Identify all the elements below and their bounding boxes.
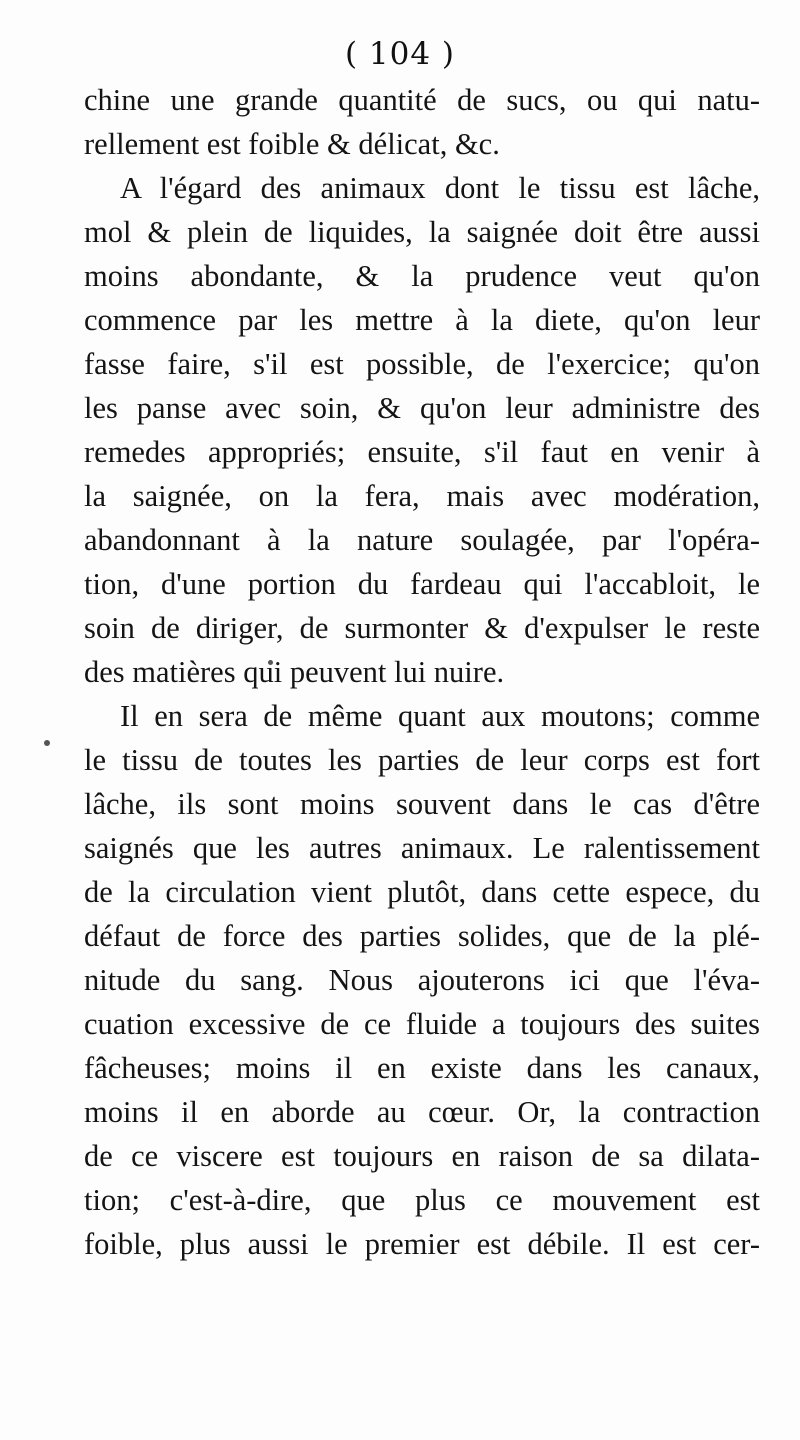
text-line: tion; c'est-à-dire, que plus ce mouvement est	[84, 1183, 760, 1217]
text-line: le tissu de toutes les parties de leur corps est fort	[84, 743, 760, 777]
text-line: la saignée, on la fera, mais avec modération,	[84, 479, 760, 513]
text-line: nitude du sang. Nous ajouterons ici que l'éva-	[84, 963, 760, 997]
text-line: Il en sera de même quant aux moutons; comme	[120, 699, 760, 733]
text-line: foible, plus aussi le premier est débile. Il est cer-	[84, 1227, 760, 1261]
text-line: abandonnant à la nature soulagée, par l'opéra-	[84, 523, 760, 557]
text-line: saignés que les autres animaux. Le ralentissement	[84, 831, 760, 865]
text-line: remedes appropriés; ensuite, s'il faut en venir à	[84, 435, 760, 469]
text-line: de la circulation vient plutôt, dans cette espece, du	[84, 875, 760, 909]
ink-speck	[44, 740, 50, 746]
text-line: mol & plein de liquides, la saignée doit être aussi	[84, 215, 760, 249]
text-line: cuation excessive de ce fluide a toujours des suites	[84, 1007, 760, 1041]
text-line: lâche, ils sont moins souvent dans le cas d'être	[84, 787, 760, 821]
text-line: de ce viscere est toujours en raison de sa dilata-	[84, 1139, 760, 1173]
text-line: fâcheuses; moins il en existe dans les canaux,	[84, 1051, 760, 1085]
text-line: rellement est foible & délicat, &c.	[84, 127, 500, 161]
text-line: commence par les mettre à la diete, qu'on leur	[84, 303, 760, 337]
page-number: ( 104 )	[344, 36, 456, 72]
text-line: tion, d'une portion du fardeau qui l'accabloit, le	[84, 567, 760, 601]
text-line: défaut de force des parties solides, que de la plé-	[84, 919, 760, 953]
text-line: les panse avec soin, & qu'on leur administre des	[84, 391, 760, 425]
text-line: moins il en aborde au cœur. Or, la contraction	[84, 1095, 760, 1129]
text-line: soin de diriger, de surmonter & d'expulser le reste	[84, 611, 760, 645]
text-line: A l'égard des animaux dont le tissu est lâche,	[120, 171, 760, 205]
text-line: moins abondante, & la prudence veut qu'on	[84, 259, 760, 293]
text-line: des matières qui peuvent lui nuire.	[84, 655, 505, 689]
text-line: chine une grande quantité de sucs, ou qui natu-	[84, 83, 760, 117]
body-text	[84, 78, 760, 1266]
text-line: fasse faire, s'il est possible, de l'exercice; qu'on	[84, 347, 760, 381]
